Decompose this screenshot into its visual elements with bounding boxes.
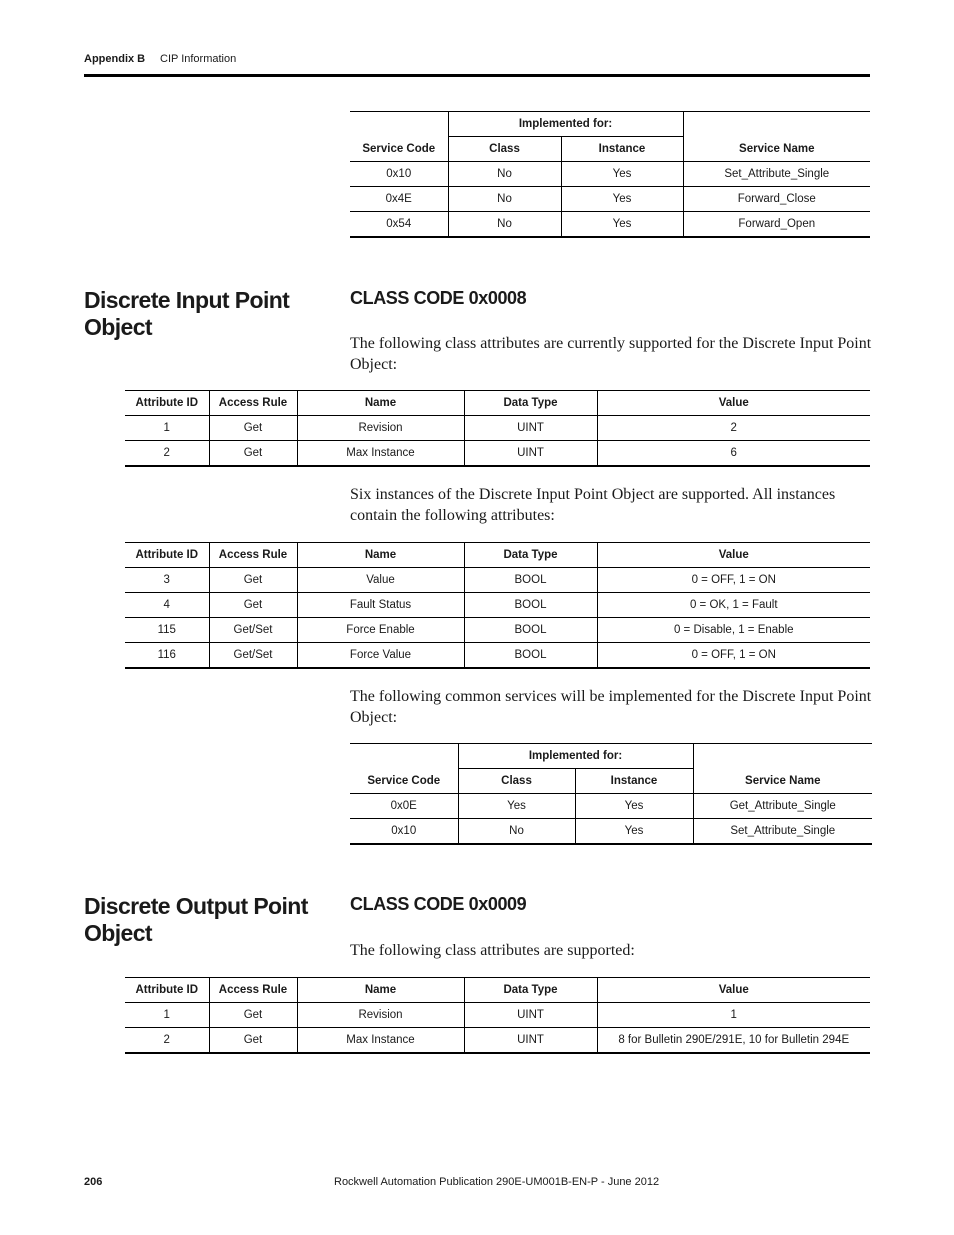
col-service-name: Service Name (683, 112, 870, 162)
cell: 2 (125, 1028, 209, 1053)
cell: Value (297, 568, 464, 593)
cell: 1 (125, 416, 209, 441)
table-row (350, 794, 872, 819)
cell: Set_Attribute_Single (693, 819, 872, 844)
col-instance: Instance (561, 137, 683, 162)
appendix-label: Appendix B (84, 53, 146, 65)
cell: 0 = OFF, 1 = ON (597, 568, 870, 593)
section-label: CIP Information (160, 53, 237, 65)
cell: UINT (464, 1028, 597, 1053)
table-row (125, 568, 870, 593)
cell: Get/Set (209, 643, 297, 668)
cell: 0x4E (350, 187, 448, 212)
col-name: Name (297, 391, 464, 416)
col-access-rule: Access Rule (209, 978, 297, 1003)
col-data-type: Data Type (464, 391, 597, 416)
services-table-2 (350, 743, 872, 845)
cell: 0 = Disable, 1 = Enable (597, 618, 870, 643)
col-implemented-for: Implemented for: (458, 744, 693, 769)
cell: 6 (597, 441, 870, 466)
cell: 3 (125, 568, 209, 593)
cell: 0 = OFF, 1 = ON (597, 643, 870, 668)
cell: No (458, 819, 575, 844)
table-row (125, 1028, 870, 1053)
cell: 1 (597, 1003, 870, 1028)
section-heading-discrete-output: Discrete Output Point Object (84, 893, 308, 946)
cell: Max Instance (297, 441, 464, 466)
cell: 2 (597, 416, 870, 441)
table-row (125, 416, 870, 441)
col-access-rule: Access Rule (209, 543, 297, 568)
col-name: Name (297, 543, 464, 568)
cell: Get (209, 1003, 297, 1028)
instance-attributes-table (125, 542, 870, 669)
class-code-heading: CLASS CODE 0x0009 (350, 894, 527, 914)
cell: Force Enable (297, 618, 464, 643)
header-rule (84, 74, 870, 77)
table-row (125, 643, 870, 668)
cell: Get (209, 416, 297, 441)
col-data-type: Data Type (464, 543, 597, 568)
services-paragraph: The following common services will be implemented for the Discrete Input Point Object: (350, 688, 872, 726)
instances-paragraph: Six instances of the Discrete Input Point Object are supported. All instances contain the following attributes: (350, 486, 836, 524)
table-row (350, 162, 870, 187)
cell: 0x10 (350, 162, 448, 187)
cell: 1 (125, 1003, 209, 1028)
cell: BOOL (464, 568, 597, 593)
table-row (125, 618, 870, 643)
cell: Yes (458, 794, 575, 819)
col-service-code: Service Code (350, 744, 458, 794)
col-instance: Instance (575, 769, 693, 794)
col-data-type: Data Type (464, 978, 597, 1003)
cell: Get (209, 441, 297, 466)
table-row (125, 1003, 870, 1028)
cell: Yes (561, 212, 683, 237)
cell: No (448, 187, 561, 212)
table-row (125, 441, 870, 466)
cell: Get/Set (209, 618, 297, 643)
cell: UINT (464, 416, 597, 441)
cell: Yes (575, 819, 693, 844)
cell: No (448, 162, 561, 187)
col-service-code: Service Code (350, 112, 448, 162)
page-number: 206 (84, 1176, 103, 1188)
col-value: Value (597, 978, 870, 1003)
cell: 2 (125, 441, 209, 466)
cell: Fault Status (297, 593, 464, 618)
services-table-1 (350, 111, 870, 238)
table-row (350, 187, 870, 212)
class-attributes-table (125, 977, 870, 1054)
cell: Revision (297, 1003, 464, 1028)
cell: Get_Attribute_Single (693, 794, 872, 819)
col-implemented-for: Implemented for: (448, 112, 683, 137)
cell: UINT (464, 1003, 597, 1028)
table-row (350, 819, 872, 844)
cell: Max Instance (297, 1028, 464, 1053)
cell: Yes (575, 794, 693, 819)
cell: 4 (125, 593, 209, 618)
cell: Forward_Close (683, 187, 870, 212)
col-name: Name (297, 978, 464, 1003)
cell: 0x0E (350, 794, 458, 819)
class-attributes-table (125, 390, 870, 467)
col-attribute-id: Attribute ID (125, 543, 209, 568)
col-class: Class (458, 769, 575, 794)
col-access-rule: Access Rule (209, 391, 297, 416)
col-service-name: Service Name (693, 744, 872, 794)
cell: Get (209, 1028, 297, 1053)
cell: 0x10 (350, 819, 458, 844)
table-row (125, 593, 870, 618)
col-attribute-id: Attribute ID (125, 391, 209, 416)
cell: Yes (561, 162, 683, 187)
cell: 8 for Bulletin 290E/291E, 10 for Bulletin 294E (597, 1028, 870, 1053)
publication-footer: Rockwell Automation Publication 290E-UM001B-EN-P - June 2012 (334, 1176, 660, 1188)
running-header (84, 53, 237, 65)
intro-paragraph: The following class attributes are currently supported for the Discrete Input Point Object: (350, 335, 872, 373)
cell: 115 (125, 618, 209, 643)
cell: Get (209, 568, 297, 593)
cell: Revision (297, 416, 464, 441)
col-attribute-id: Attribute ID (125, 978, 209, 1003)
cell: 0x54 (350, 212, 448, 237)
col-class: Class (448, 137, 561, 162)
cell: 116 (125, 643, 209, 668)
cell: Get (209, 593, 297, 618)
section-heading-discrete-input: Discrete Input Point Object (84, 287, 290, 340)
cell: 0 = OK, 1 = Fault (597, 593, 870, 618)
cell: BOOL (464, 593, 597, 618)
table-row (350, 212, 870, 237)
col-value: Value (597, 543, 870, 568)
intro-paragraph: The following class attributes are supported: (350, 942, 635, 959)
cell: BOOL (464, 643, 597, 668)
class-code-heading: CLASS CODE 0x0008 (350, 288, 527, 308)
cell: Force Value (297, 643, 464, 668)
col-value: Value (597, 391, 870, 416)
cell: Yes (561, 187, 683, 212)
cell: Forward_Open (683, 212, 870, 237)
cell: UINT (464, 441, 597, 466)
cell: No (448, 212, 561, 237)
cell: BOOL (464, 618, 597, 643)
cell: Set_Attribute_Single (683, 162, 870, 187)
